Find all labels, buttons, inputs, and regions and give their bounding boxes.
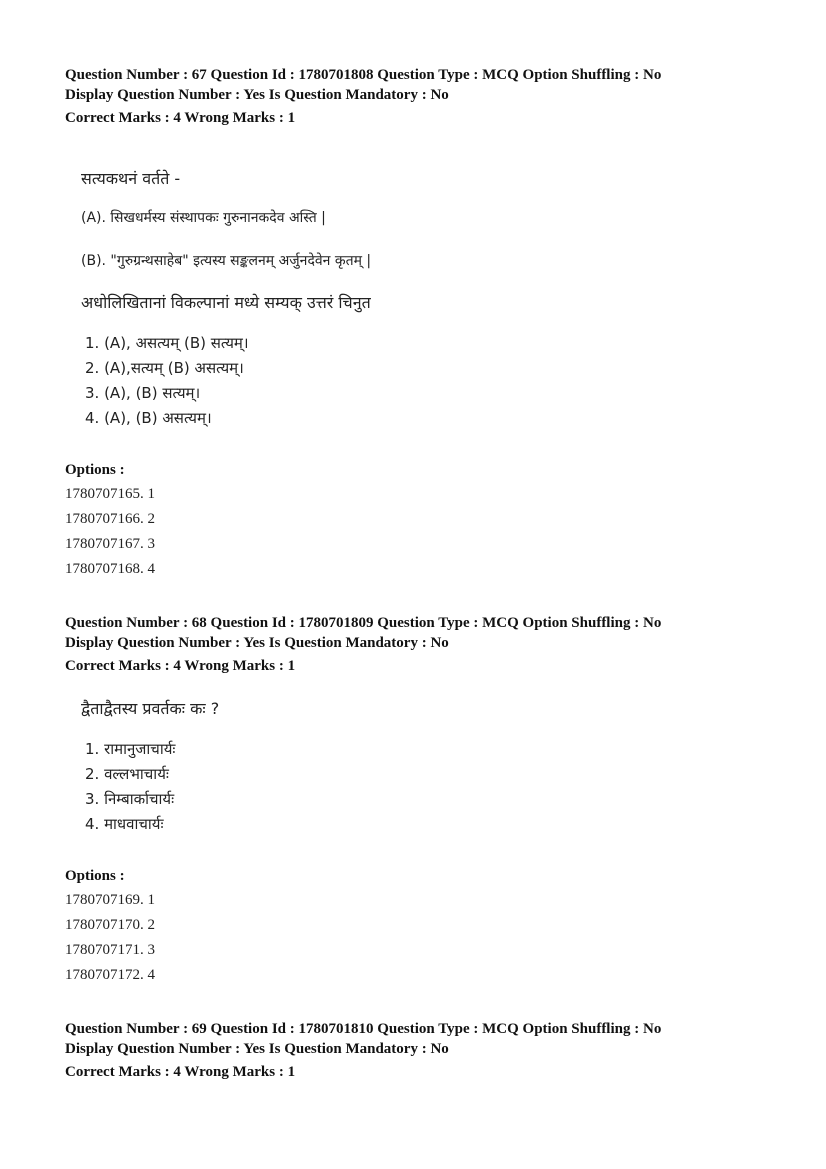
question-marks: Correct Marks : 4 Wrong Marks : 1 <box>65 110 296 126</box>
question-68 <box>65 613 765 993</box>
question-marks: Correct Marks : 4 Wrong Marks : 1 <box>65 658 296 674</box>
question-header-line2: Display Question Number : Yes Is Question Mandatory : No <box>65 635 449 651</box>
choice-item: 3. (A), (B) सत्यम्। <box>85 384 201 402</box>
option-id-row: 1780707172. 4 <box>65 967 155 983</box>
choice-item: 1. रामानुजाचार्यः <box>85 740 176 758</box>
question-header-line1: Question Number : 68 Question Id : 1780701809 Question Type : MCQ Option Shuffling : No <box>65 615 662 631</box>
statement-b: (B). "गुरुग्रन्थसाहेब" इत्यस्य सङ्कलनम् अर्जुनदेवेन कृतम् | <box>81 253 372 269</box>
question-header-line2: Display Question Number : Yes Is Question Mandatory : No <box>65 87 449 103</box>
option-id-row: 1780707171. 3 <box>65 942 155 958</box>
question-header-line1: Question Number : 69 Question Id : 1780701810 Question Type : MCQ Option Shuffling : No <box>65 1021 662 1037</box>
option-id-row: 1780707166. 2 <box>65 511 155 527</box>
choice-item: 2. वल्लभाचार्यः <box>85 765 169 783</box>
question-header-line1: Question Number : 67 Question Id : 1780701808 Question Type : MCQ Option Shuffling : No <box>65 67 662 83</box>
choice-item: 3. निम्बार्काचार्यः <box>85 790 175 808</box>
option-id-row: 1780707169. 1 <box>65 892 155 908</box>
option-id-row: 1780707168. 4 <box>65 561 155 577</box>
choice-item: 1. (A), असत्यम् (B) सत्यम्। <box>85 334 249 352</box>
options-label: Options : <box>65 868 125 884</box>
options-label: Options : <box>65 462 125 478</box>
question-header-line2: Display Question Number : Yes Is Question Mandatory : No <box>65 1041 449 1057</box>
choice-item: 2. (A),सत्यम् (B) असत्यम्। <box>85 359 244 377</box>
choice-item: 4. माधवाचार्यः <box>85 815 164 833</box>
option-id-row: 1780707170. 2 <box>65 917 155 933</box>
question-67 <box>65 65 765 585</box>
option-id-row: 1780707167. 3 <box>65 536 155 552</box>
question-stem: द्वैताद्वैतस्य प्रवर्तकः कः ? <box>81 699 220 718</box>
question-instruction: अधोलिखितानां विकल्पानां मध्ये सम्यक् उत्तरं चिनुत <box>81 293 371 312</box>
question-stem-intro: सत्यकथनं वर्तते - <box>81 169 181 188</box>
question-69 <box>65 1019 765 1089</box>
question-marks: Correct Marks : 4 Wrong Marks : 1 <box>65 1064 296 1080</box>
choice-list <box>85 737 175 837</box>
choice-item: 4. (A), (B) असत्यम्। <box>85 409 212 427</box>
statement-a: (A). सिखधर्मस्य संस्थापकः गुरुनानकदेव अस्ति | <box>81 210 326 226</box>
option-id-row: 1780707165. 1 <box>65 486 155 502</box>
choice-list <box>85 331 249 431</box>
